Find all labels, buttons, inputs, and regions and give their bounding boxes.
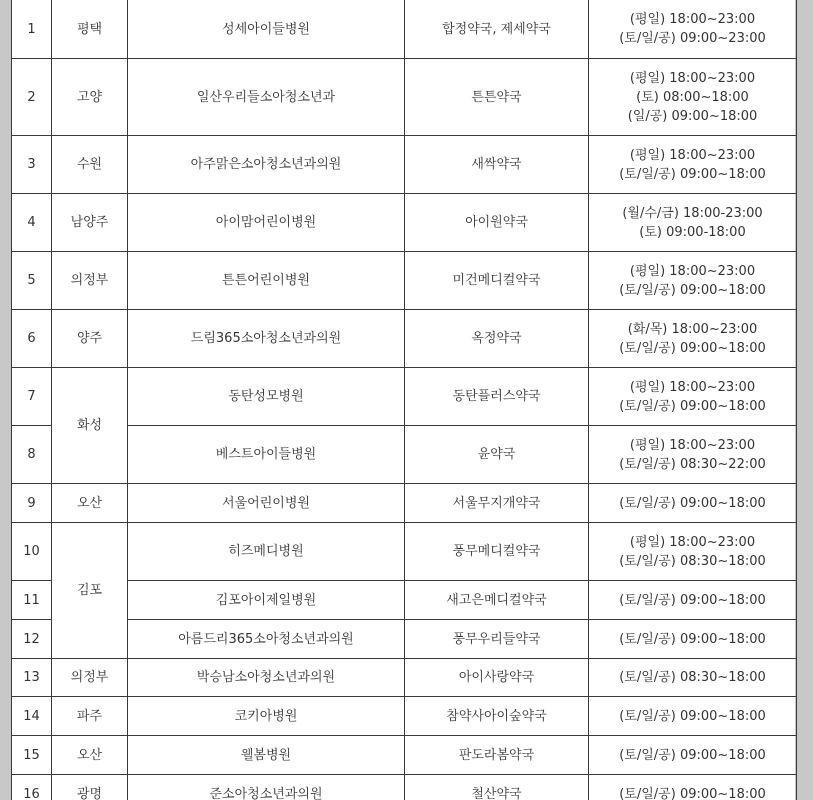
hours-line: (평일) 18:00~23:00 (629, 379, 756, 395)
pharmacy-cell: 미건메디컬약국 (405, 252, 589, 310)
pharmacy-cell: 옥정약국 (405, 310, 589, 368)
hours-line: (토/일/공) 09:00~18:00 (619, 708, 766, 724)
region-cell: 파주 (52, 697, 128, 736)
pharmacy-cell: 튼튼약국 (405, 59, 589, 136)
clinic-cell: 튼튼어린이병원 (128, 252, 405, 310)
pharmacy-cell: 풍무우리들약국 (405, 620, 589, 659)
row-number-cell: 5 (12, 252, 52, 310)
row-number-cell: 3 (12, 136, 52, 194)
clinic-cell: 일산우리들소아청소년과 (128, 59, 405, 136)
hours-line: (토/일/공) 09:00~18:00 (619, 340, 766, 356)
region-cell: 의정부 (52, 659, 128, 697)
region-cell: 오산 (52, 736, 128, 775)
row-number-cell: 11 (12, 581, 52, 620)
hours-cell (589, 426, 797, 484)
hours-cell (589, 0, 797, 59)
hours-cell (589, 736, 797, 775)
hours-line: (평일) 18:00~23:00 (629, 534, 756, 550)
pharmacy-cell: 새싹약국 (405, 136, 589, 194)
document-sheet (11, 0, 795, 800)
hours-line: (토/일/공) 09:00~18:00 (619, 495, 766, 511)
hours-cell (589, 620, 797, 659)
clinic-cell: 웰봄병원 (128, 736, 405, 775)
pharmacy-cell: 서울무지개약국 (405, 484, 589, 523)
hours-line: (토/일/공) 08:30~18:00 (619, 553, 766, 569)
hours-line: (평일) 18:00~23:00 (629, 437, 756, 453)
table-row (12, 252, 797, 310)
table-row (12, 310, 797, 368)
hours-cell (589, 523, 797, 581)
hours-cell (589, 136, 797, 194)
hours-cell (589, 697, 797, 736)
clinic-pharmacy-table (11, 0, 797, 800)
row-number-cell: 6 (12, 310, 52, 368)
hours-line: (평일) 18:00~23:00 (629, 263, 756, 279)
row-number-cell: 14 (12, 697, 52, 736)
table-row (12, 620, 797, 659)
row-number-cell: 1 (12, 0, 52, 59)
table-row (12, 194, 797, 252)
table-row (12, 523, 797, 581)
table-row (12, 581, 797, 620)
pharmacy-cell: 윤약국 (405, 426, 589, 484)
hours-line: (일/공) 09:00~18:00 (627, 108, 758, 124)
clinic-cell: 베스트아이들병원 (128, 426, 405, 484)
pharmacy-cell: 동탄플러스약국 (405, 368, 589, 426)
region-cell: 화성 (52, 368, 128, 484)
row-number-cell: 2 (12, 59, 52, 136)
clinic-cell: 아주맑은소아청소년과의원 (128, 136, 405, 194)
clinic-cell: 김포아이제일병원 (128, 581, 405, 620)
hours-cell (589, 310, 797, 368)
hours-cell (589, 659, 797, 697)
region-cell: 남양주 (52, 194, 128, 252)
row-number-cell: 9 (12, 484, 52, 523)
clinic-cell: 성세아이들병원 (128, 0, 405, 59)
row-number-cell: 16 (12, 775, 52, 800)
clinic-cell: 히즈메디병원 (128, 523, 405, 581)
hours-line: (평일) 18:00~23:00 (629, 12, 756, 27)
hours-line: (토/일/공) 09:00~18:00 (619, 631, 766, 647)
clinic-cell: 동탄성모병원 (128, 368, 405, 426)
hours-cell (589, 368, 797, 426)
row-number-cell: 10 (12, 523, 52, 581)
hours-line: (화/목) 18:00~23:00 (627, 321, 758, 337)
region-cell: 평택 (52, 0, 128, 59)
clinic-cell: 드림365소아청소년과의원 (128, 310, 405, 368)
clinic-cell: 서울어린이병원 (128, 484, 405, 523)
table-row (12, 736, 797, 775)
table-row (12, 368, 797, 426)
table-row (12, 697, 797, 736)
row-number-cell: 8 (12, 426, 52, 484)
hours-line: (토/일/공) 09:00~18:00 (619, 282, 766, 298)
pharmacy-cell: 아이원약국 (405, 194, 589, 252)
region-cell: 수원 (52, 136, 128, 194)
row-number-cell: 12 (12, 620, 52, 659)
hours-line: (토/일/공) 09:00~23:00 (619, 31, 766, 46)
pharmacy-cell: 풍무메디컬약국 (405, 523, 589, 581)
clinic-cell: 아름드리365소아청소년과의원 (128, 620, 405, 659)
table-row (12, 136, 797, 194)
table-row (12, 59, 797, 136)
hours-line: (토/일/공) 09:00~18:00 (619, 166, 766, 182)
hours-line: (토/일/공) 08:30~22:00 (619, 456, 766, 472)
pharmacy-cell: 참약사아이숲약국 (405, 697, 589, 736)
region-cell: 의정부 (52, 252, 128, 310)
hours-cell (589, 484, 797, 523)
hours-line: (토/일/공) 09:00~18:00 (619, 786, 766, 800)
hours-cell (589, 252, 797, 310)
pharmacy-cell: 합정약국, 제세약국 (405, 0, 589, 59)
region-cell: 광명 (52, 775, 128, 800)
table-row (12, 0, 797, 59)
pharmacy-cell: 철산약국 (405, 775, 589, 800)
hours-line: (평일) 18:00~23:00 (629, 70, 756, 86)
region-cell: 양주 (52, 310, 128, 368)
pharmacy-cell: 아이사랑약국 (405, 659, 589, 697)
clinic-cell: 준소아청소년과의원 (128, 775, 405, 800)
pharmacy-cell: 판도라봄약국 (405, 736, 589, 775)
clinic-cell: 아이맘어린이병원 (128, 194, 405, 252)
hours-line: (토/일/공) 09:00~18:00 (619, 592, 766, 608)
hours-line: (월/수/금) 18:00-23:00 (622, 205, 763, 221)
hours-cell (589, 775, 797, 800)
region-cell: 고양 (52, 59, 128, 136)
region-cell: 오산 (52, 484, 128, 523)
table-row (12, 659, 797, 697)
table-row (12, 426, 797, 484)
clinic-cell: 코키아병원 (128, 697, 405, 736)
clinic-cell: 박승남소아청소년과의원 (128, 659, 405, 697)
hours-cell (589, 581, 797, 620)
hours-line: (토/일/공) 09:00~18:00 (619, 747, 766, 763)
region-cell: 김포 (52, 523, 128, 659)
hours-line: (평일) 18:00~23:00 (629, 147, 756, 163)
row-number-cell: 4 (12, 194, 52, 252)
hours-line: (토/일/공) 09:00~18:00 (619, 398, 766, 414)
hours-cell (589, 194, 797, 252)
row-number-cell: 13 (12, 659, 52, 697)
table-row (12, 484, 797, 523)
hours-line: (토) 09:00-18:00 (639, 224, 746, 240)
table-row (12, 775, 797, 800)
pharmacy-cell: 새고은메디컬약국 (405, 581, 589, 620)
row-number-cell: 7 (12, 368, 52, 426)
hours-line: (토) 08:00~18:00 (636, 89, 749, 105)
hours-cell (589, 59, 797, 136)
row-number-cell: 15 (12, 736, 52, 775)
hours-line: (토/일/공) 08:30~18:00 (619, 670, 766, 685)
